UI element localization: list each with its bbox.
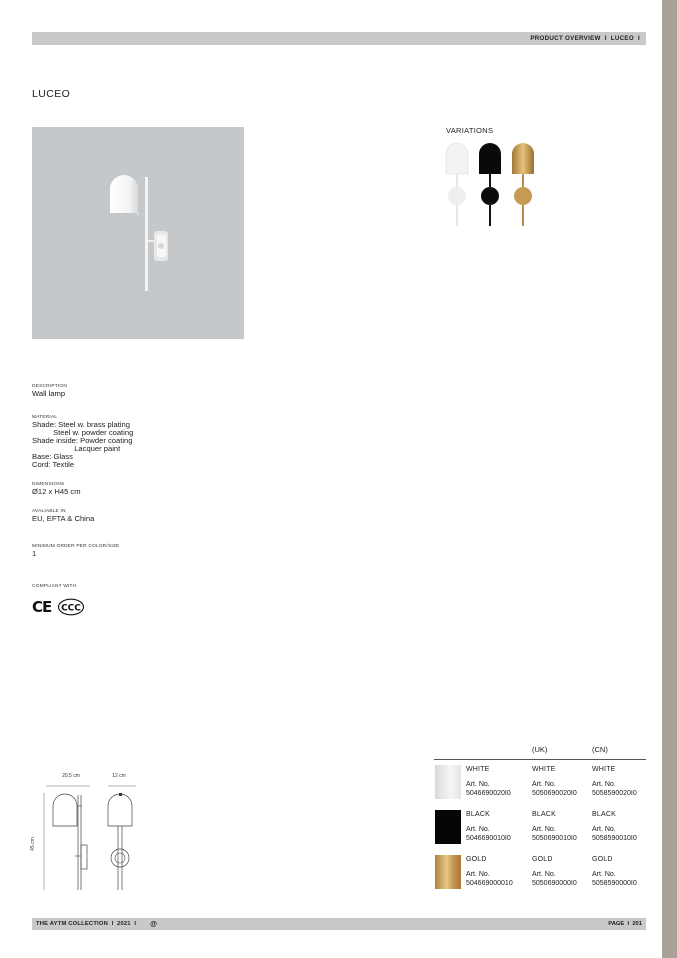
art-number: 5058590020I0 <box>592 790 637 797</box>
variations-images <box>444 140 544 230</box>
variants-table-header <box>434 742 646 760</box>
depth-label: 12 cm <box>112 773 126 779</box>
product-photo <box>32 127 244 339</box>
art-label: Art. No. <box>592 871 616 878</box>
wall-lamp-image <box>32 127 244 339</box>
table-row <box>434 760 646 805</box>
breadcrumb: PRODUCT OVERVIEW I LUCEO I <box>530 35 640 42</box>
art-number: 5046690020I0 <box>466 790 511 797</box>
material-line: Shade inside: Powder coating <box>32 436 133 445</box>
art-label: Art. No. <box>466 871 490 878</box>
variant-cell <box>466 766 511 798</box>
spec-available <box>32 509 94 523</box>
variant-name: BLACK <box>466 811 490 818</box>
art-label: Art. No. <box>466 781 490 788</box>
art-label: Art. No. <box>532 871 556 878</box>
art-label: Art. No. <box>466 826 490 833</box>
variant-name: GOLD <box>466 856 487 863</box>
art-number: 5058590000I0 <box>592 880 637 887</box>
art-label: Art. No. <box>532 781 556 788</box>
table-row <box>434 850 646 895</box>
art-number: 5050690010I0 <box>532 835 577 842</box>
variant-cell <box>532 766 577 798</box>
footer-bar <box>32 918 646 930</box>
art-number: 5050690020I0 <box>532 790 577 797</box>
material-line: Lacquer paint <box>32 444 121 453</box>
variant-cell <box>532 856 577 888</box>
art-label: Art. No. <box>592 781 616 788</box>
table-row <box>434 805 646 850</box>
dimension-drawing <box>28 766 148 896</box>
art-number: 504669000010 <box>466 880 513 887</box>
color-swatch-white <box>435 765 461 799</box>
page-number: PAGE I 201 <box>608 921 642 927</box>
spec-description <box>32 384 67 398</box>
min-order-label: MINIMUM ORDER PER COLOR/SIZE <box>32 544 120 549</box>
available-value: EU, EFTA & China <box>32 514 95 523</box>
column-header-uk: (UK) <box>532 745 548 754</box>
variant-cell <box>466 811 511 843</box>
available-label: AVALIABLE IN <box>32 509 66 514</box>
spec-min-order <box>32 544 119 558</box>
variant-name: BLACK <box>532 811 556 818</box>
description-label: DESCRIPTION <box>32 384 67 389</box>
spec-dimensions <box>32 482 81 496</box>
variant-cell <box>466 856 513 888</box>
ccc-mark-text: CCC <box>61 603 82 614</box>
material-line: Steel w. powder coating <box>32 428 134 437</box>
variant-name: WHITE <box>592 766 616 773</box>
variant-name: WHITE <box>466 766 490 773</box>
lamp-variations-icon <box>444 140 544 230</box>
variant-cell <box>592 811 637 843</box>
spec-compliant <box>32 584 76 590</box>
dimensions-value: Ø12 x H45 cm <box>32 487 81 496</box>
width-label: 20,5 cm <box>62 773 80 779</box>
description-value: Wall lamp <box>32 389 66 398</box>
variant-name: BLACK <box>592 811 616 818</box>
ce-mark-icon: CE <box>32 598 52 616</box>
dimensions-label: DIMENSIONS <box>32 482 65 487</box>
column-header-cn: (CN) <box>592 745 608 754</box>
art-label: Art. No. <box>532 826 556 833</box>
compliant-label: COMPLIANT WITH <box>32 584 77 589</box>
variant-name: WHITE <box>532 766 556 773</box>
variant-name: GOLD <box>532 856 553 863</box>
min-order-value: 1 <box>32 549 37 558</box>
height-label: 45 cm <box>30 837 36 851</box>
certification-marks <box>32 598 85 616</box>
spec-material <box>32 415 133 469</box>
side-stripe <box>662 0 677 958</box>
footer-collection: THE AYTM COLLECTION I 2021 I <box>36 921 137 927</box>
page-title: LUCEO <box>32 88 71 100</box>
variant-cell <box>592 856 637 888</box>
ccc-mark-icon <box>57 598 85 616</box>
material-line: Shade: Steel w. brass plating <box>32 420 130 429</box>
material-line: Base: Glass <box>32 452 73 461</box>
at-icon: @ <box>150 920 157 928</box>
variant-name: GOLD <box>592 856 613 863</box>
art-number: 5050690000I0 <box>532 880 577 887</box>
variations-title: VARIATIONS <box>446 126 494 135</box>
variant-cell <box>592 766 637 798</box>
header-bar <box>32 32 646 45</box>
art-number: 5046690010I0 <box>466 835 511 842</box>
material-label: MATERIAL <box>32 415 58 420</box>
variant-cell <box>532 811 577 843</box>
variants-table <box>434 742 646 895</box>
material-line: Cord: Textile <box>32 460 75 469</box>
art-label: Art. No. <box>592 826 616 833</box>
color-swatch-black <box>435 810 461 844</box>
technical-drawing-icon <box>28 766 148 896</box>
art-number: 5058590010I0 <box>592 835 637 842</box>
color-swatch-gold <box>435 855 461 889</box>
